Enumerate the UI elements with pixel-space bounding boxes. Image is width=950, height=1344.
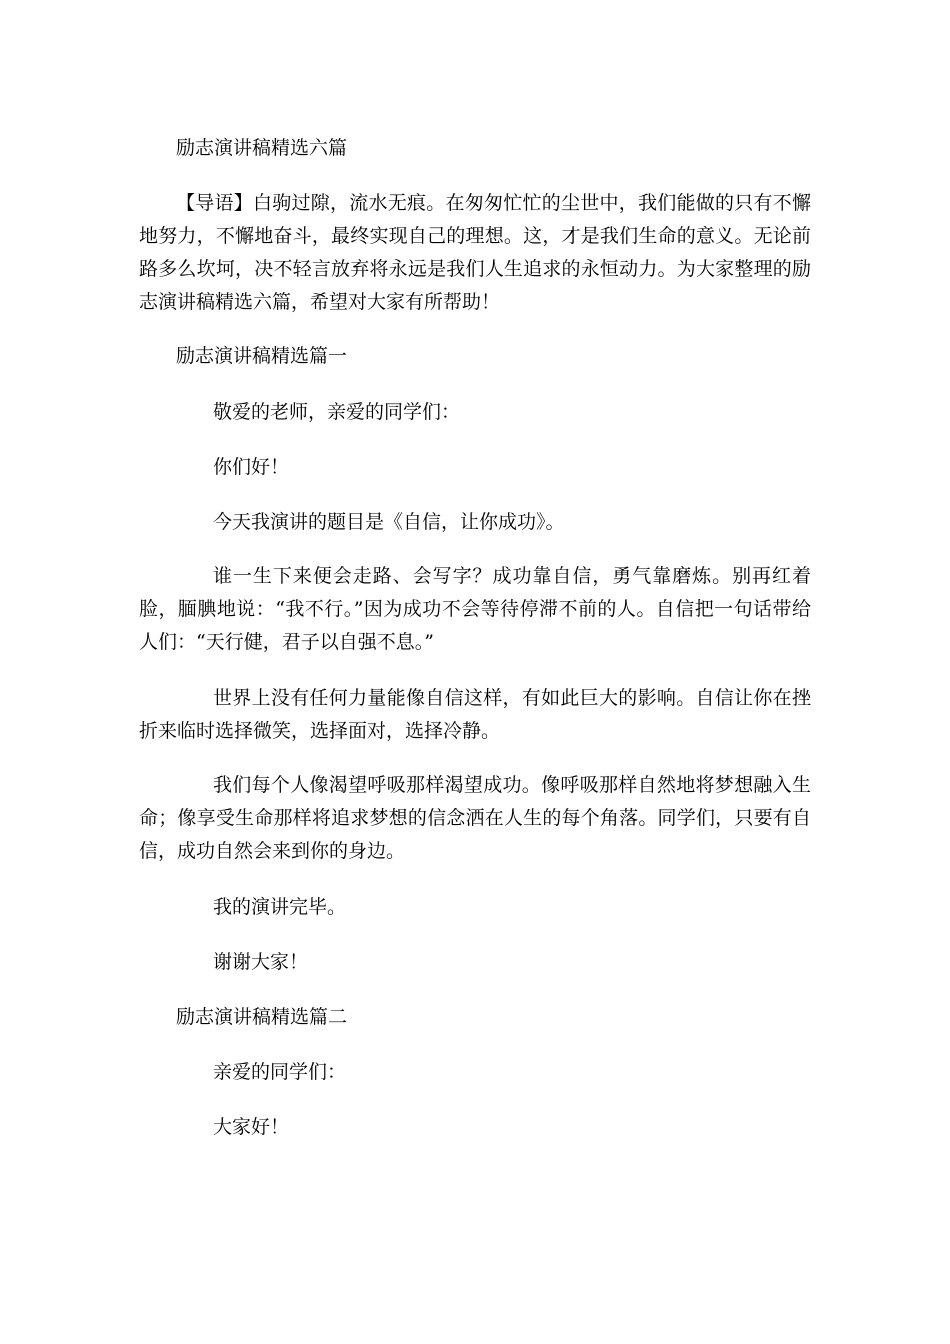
speech-hello: 你们好！: [213, 456, 290, 478]
speech-topic: 今天我演讲的题目是《自信，让你成功》。: [213, 511, 565, 533]
section-heading-1: 励志演讲稿精选篇一: [176, 345, 348, 367]
intro-paragraph: 【导语】白驹过隙，流水无痕。在匆匆忙忙的尘世中，我们能做的只有不懈地努力，不懈地奋斗，最终实现自己的理想。这，才是我们生命的意义。无论前路多么坎坷，决不轻言放弃将永远是我们人生追求的永恒动力。为大家整理的励志演讲稿精选六篇，希望对大家有所帮助！: [139, 192, 811, 313]
speech-paragraph-1: 谁一生下来便会走路、会写字？成功靠自信，勇气靠磨炼。别再红着脸，腼腆地说：“我不行。”因为成功不会等待停滞不前的人。自信把一句话带给人们：“天行健，君子以自强不息。”: [139, 565, 811, 653]
speech-paragraph-3: 我们每个人像渴望呼吸那样渴望成功。像呼吸那样自然地将梦想融入生命；像享受生命那样将追求梦想的信念洒在人生的每个角落。同学们，只要有自信，成功自然会来到你的身边。: [139, 774, 811, 862]
speech-hello-2: 大家好！: [213, 1116, 290, 1138]
speech-paragraph-2: 世界上没有任何力量能像自信这样，有如此巨大的影响。自信让你在挫折来临时选择微笑，选择面对，选择冷静。: [139, 687, 811, 742]
speech-greeting: 敬爱的老师，亲爱的同学们：: [213, 401, 461, 423]
section-heading-2: 励志演讲稿精选篇二: [176, 1006, 348, 1028]
speech-thanks: 谢谢大家！: [213, 951, 309, 973]
speech-closing: 我的演讲完毕。: [213, 896, 347, 918]
speech-greeting-2: 亲爱的同学们：: [213, 1061, 347, 1083]
document-title: 励志演讲稿精选六篇: [176, 137, 348, 159]
